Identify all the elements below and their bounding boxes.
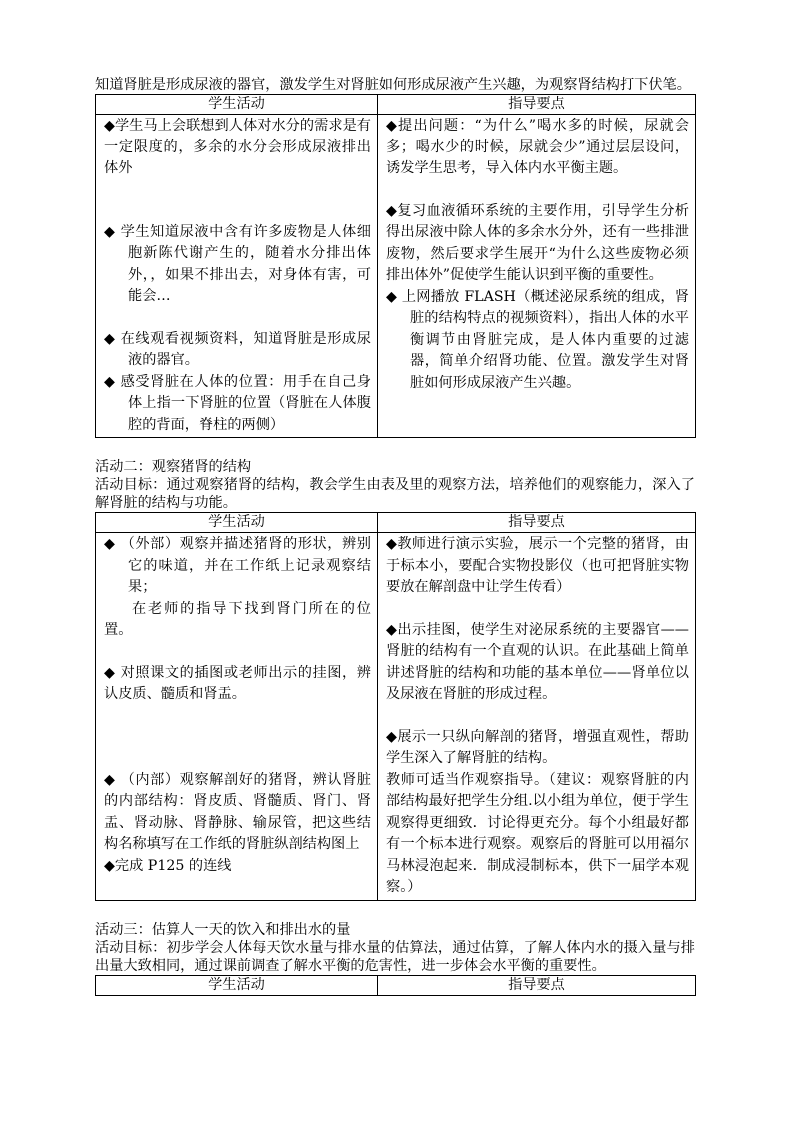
activity3-table	[95, 975, 696, 996]
activity2-goal: 活动目标：通过观察猪肾的结构，教会学生由表及里的观察方法，培养他们的观察能力，深入了解肾脏的结构与功能。	[95, 477, 695, 512]
guidance-cell	[378, 115, 696, 438]
list-item: 教师可适当作观察指导。（建议：观察肾脏的内部结构最好把学生分组.以小组为单位，便于学生观察得更细致．讨论得更充分。每个小组最好都有一个标本进行观察。观察后的肾脏可以用福尔马林浸泡起来．制成浸制标本，供下一届学本观察。）	[386, 771, 689, 896]
guidance-points-header: 指导要点	[378, 95, 696, 115]
student-activity-header: 学生活动	[96, 975, 378, 995]
list-item: ◆ （外部）观察并描述猪肾的形状，辨别它的味道，并在工作纸上记录观察结果；	[104, 536, 371, 596]
activity2-title: 活动二：观察猪肾的结构	[95, 459, 252, 476]
activity1-table	[95, 94, 696, 438]
table-header-row	[96, 975, 696, 995]
list-item: ◆完成 P125 的连线	[104, 857, 232, 874]
guidance-points-header: 指导要点	[378, 975, 696, 995]
list-item: ◆复习血液循环系统的主要作用，引导学生分析得出尿液中除人体的多余水分外，还有一些排泄废物，然后要求学生展开“为什么这些废物必须排出体外”促使学生能认识到平衡的重要性。	[386, 202, 689, 284]
activity3-goal: 活动目标：初步学会人体每天饮水量与排水量的估算法，通过估算，了解人体内水的摄入量与排出量大致相同，通过课前调查了解水平衡的危害性，进一步体会水平衡的重要性。	[95, 939, 695, 974]
list-item: ◆提出问题：“为什么”喝水多的时候，尿就会多；喝水少的时候，尿就会少”通过层层设问，诱发学生思考，导入体内水平衡主题。	[386, 118, 689, 177]
table-row	[96, 115, 696, 438]
list-item: ◆ （内部）观察解剖好的猪肾，辨认肾脏的内部结构：肾皮质、肾髓质、肾门、肾盂、肾动脉、肾静脉、输尿管，把这些结构名称填写在工作纸的肾脏纵剖结构图上	[104, 771, 371, 853]
table-row	[96, 533, 696, 901]
list-item: 在老师的指导下找到肾门所在的位置。	[104, 600, 371, 639]
list-item: ◆ 上网播放 FLASH（概述泌尿系统的组成，肾脏的结构特点的视频资料），指出人体的水平衡调节由肾脏完成，是人体内重要的过滤器，简单介绍肾功能、位置。激发学生对肾脏如何形成尿液产生兴趣。	[386, 288, 689, 391]
guidance-points-header: 指导要点	[378, 513, 696, 533]
document-page	[95, 76, 695, 996]
list-item: ◆ 对照课文的插图或老师出示的挂图，辨认皮质、髓质和肾盂。	[104, 664, 371, 703]
list-item: ◆出示挂图，使学生对泌尿系统的主要器官——肾脏的结构有一个直观的认识。在此基础上简单讲述肾脏的结构和功能的基本单位——肾单位以及尿液在肾脏的形成过程。	[386, 621, 689, 703]
list-item: ◆ 在线观看视频资料，知道肾脏是形成尿液的器官。	[104, 330, 371, 369]
list-item: ◆ 学生知道尿液中含有许多废物是人体细胞新陈代谢产生的，随着水分排出体外，，如果不排出去，对身体有害，可能会…	[104, 223, 371, 305]
activity3-title: 活动三：估算人一天的饮入和排出水的量	[95, 921, 351, 938]
student-activity-header: 学生活动	[96, 513, 378, 533]
list-item: ◆学生马上会联想到人体对水分的需求是有一定限度的，多余的水分会形成尿液排出体外	[104, 118, 371, 177]
student-activity-cell	[96, 533, 378, 901]
list-item: ◆ 感受肾脏在人体的位置：用手在自己身体上指一下肾脏的位置（肾脏在人体腹腔的背面，脊柱的两侧）	[104, 373, 371, 433]
activity2-table	[95, 512, 696, 901]
intro-paragraph: 知道肾脏是形成尿液的器官，激发学生对肾脏如何形成尿液产生兴趣，为观察肾结构打下伏笔。	[95, 77, 691, 93]
table-header-row	[96, 513, 696, 533]
student-activity-header: 学生活动	[96, 95, 378, 115]
table-header-row	[96, 95, 696, 115]
student-activity-cell	[96, 115, 378, 438]
list-item: ◆教师进行演示实验，展示一个完整的猪肾，由于标本小，要配合实物投影仪（也可把肾脏实物要放在解剖盘中让学生传看）	[386, 536, 689, 596]
guidance-cell	[378, 533, 696, 901]
list-item: ◆展示一只纵向解剖的猪肾，增强直观性，帮助学生深入了解肾脏的结构。	[386, 728, 689, 767]
